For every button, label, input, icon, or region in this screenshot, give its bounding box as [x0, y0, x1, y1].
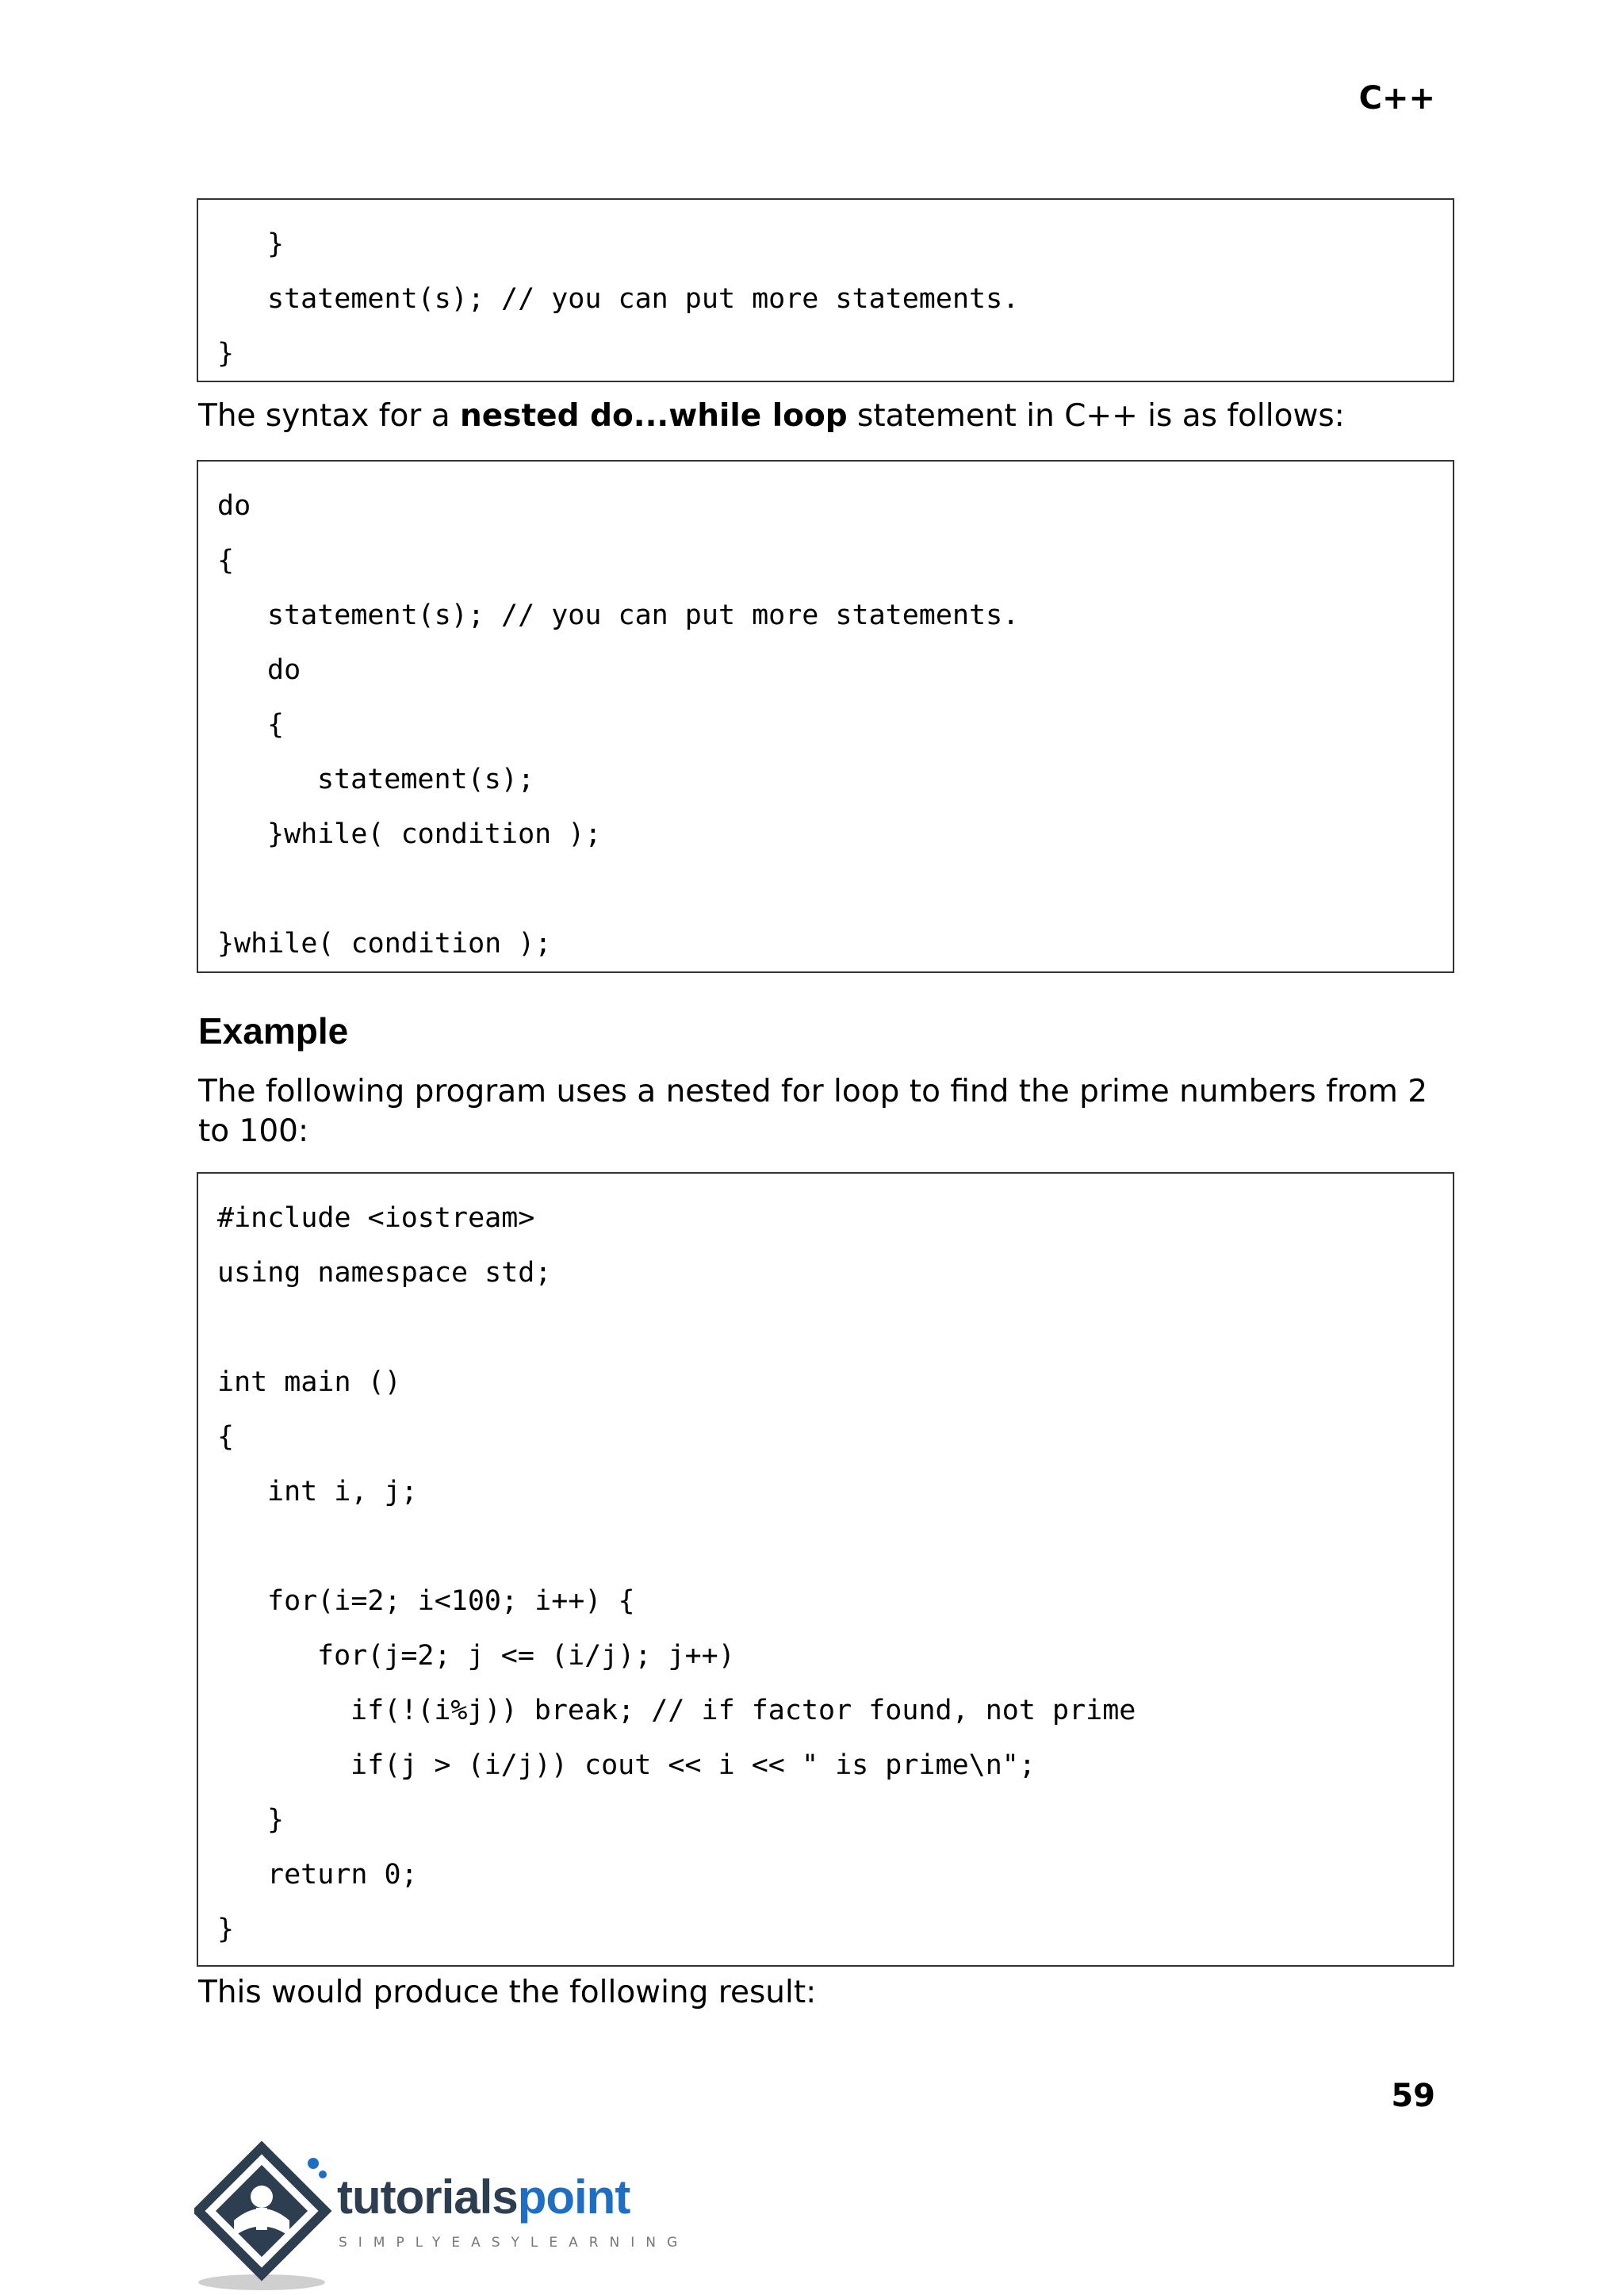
running-header-title: C++: [1358, 80, 1435, 117]
code-line: {: [267, 709, 285, 741]
intro-bold-term: nested do...while loop: [460, 398, 848, 434]
code-line: }: [217, 338, 235, 370]
tutorialspoint-logo: [194, 2141, 689, 2292]
code-line: return 0;: [267, 1859, 418, 1891]
code-line: [217, 1301, 1453, 1355]
code-line: if(j > (i/j)) cout << i << " is prime\n";: [350, 1749, 1036, 1781]
code-line: #include <iostream>: [217, 1202, 535, 1234]
logo-wordmark-part2: point: [517, 2170, 630, 2224]
example-heading: Example: [198, 1010, 349, 1052]
code-line: statement(s); // you can put more statements.: [267, 600, 1020, 631]
example-description: The following program uses a nested for loop to find the prime numbers from 2 to 100:: [198, 1074, 1428, 1149]
code-line: {: [217, 1421, 235, 1453]
code-line: statement(s);: [317, 764, 534, 795]
logo-diamond-icon: [194, 2141, 345, 2292]
code-line: if(!(i%j)) break; // if factor found, not prime: [350, 1695, 1136, 1726]
page-number: 59: [1391, 2078, 1435, 2114]
syntax-intro-paragraph: [198, 397, 1459, 436]
code-line: statement(s); // you can put more statements.: [267, 283, 1020, 315]
code-line: }: [267, 228, 285, 260]
code-line: {: [217, 545, 235, 577]
code-line: }while( condition );: [267, 818, 602, 850]
code-line: do: [217, 490, 251, 522]
logo-wordmark-part1: tutorials: [337, 2170, 518, 2224]
code-line: [217, 1519, 1453, 1574]
code-block-loop-end: [197, 198, 1454, 382]
code-block-prime-program: [197, 1172, 1454, 1967]
code-line: }: [267, 1804, 285, 1836]
code-line: }while( condition );: [217, 928, 552, 960]
logo-wordmark: [337, 2170, 630, 2225]
code-line: int main (): [217, 1366, 401, 1398]
code-line: using namespace std;: [217, 1257, 552, 1289]
logo-tagline: SIMPLYEASYLEARNING: [339, 2235, 689, 2251]
intro-prefix: The syntax for a: [198, 398, 461, 434]
code-line: for(j=2; j <= (i/j); j++): [317, 1640, 735, 1672]
intro-suffix: statement in C++ is as follows:: [847, 398, 1345, 434]
code-line: int i, j;: [267, 1476, 418, 1508]
code-line: for(i=2; i<100; i++) {: [267, 1585, 635, 1617]
code-line: [217, 862, 1453, 917]
code-line: }: [217, 1914, 235, 1945]
code-block-nested-do-while: [197, 460, 1454, 973]
result-intro-paragraph: This would produce the following result:: [198, 1975, 817, 2010]
code-line: do: [267, 654, 301, 686]
